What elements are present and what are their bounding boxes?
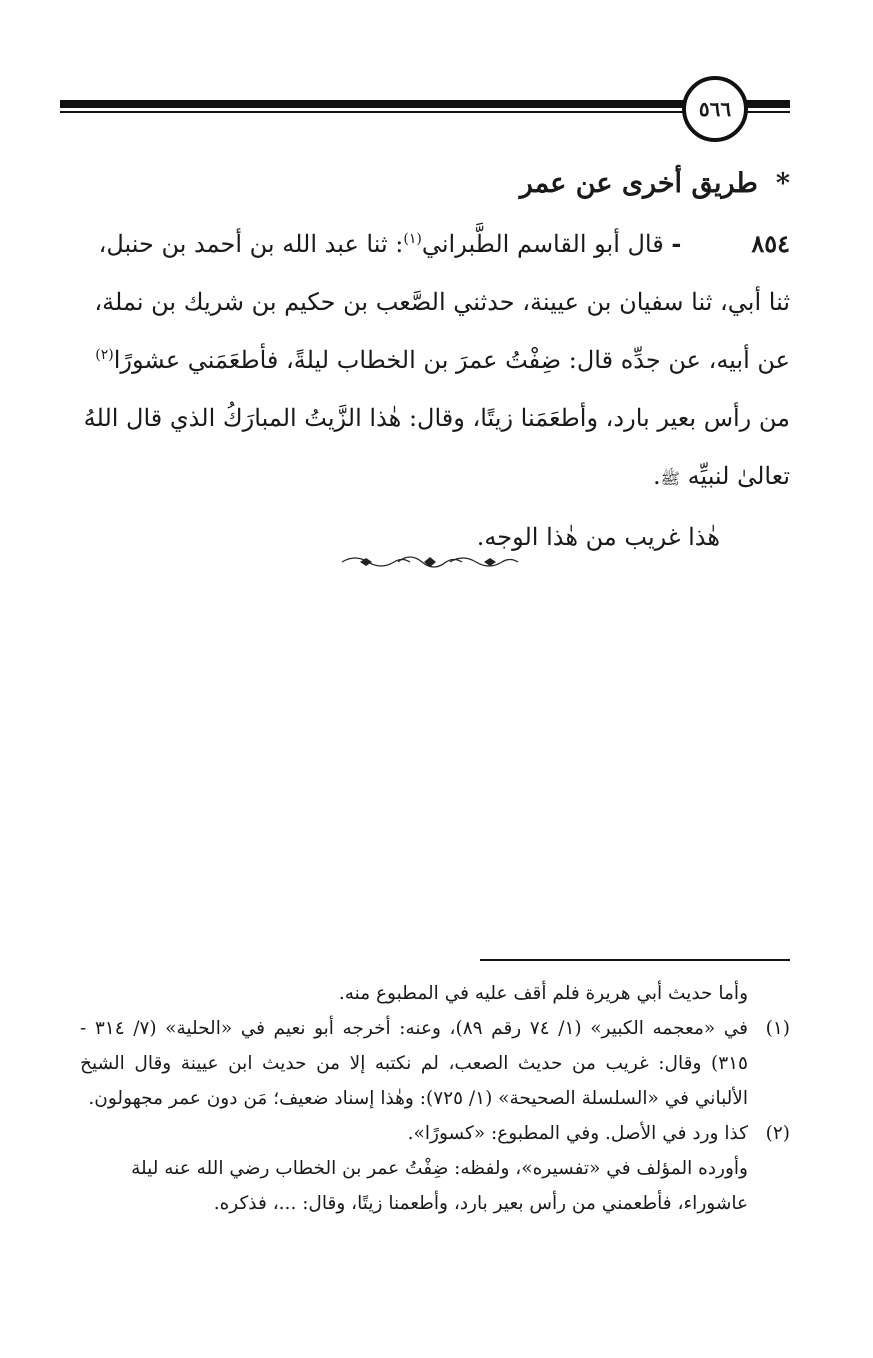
footnote-mark-1: (١) [765, 1018, 790, 1039]
page-number: ٥٦٦ [682, 76, 748, 142]
hadith-number: ٨٥٤- [671, 229, 790, 258]
hadith-line-3: عن أبيه، عن جدِّه قال: ضِفْتُ عمرَ بن الخطاب ليلةً، فأطعَمَني عشورًا$^{(٢)}$ [95, 346, 790, 374]
hadith-body [70, 215, 790, 566]
page-header [60, 74, 790, 144]
header-rule-thin [60, 111, 690, 113]
footnote-ref-2: (٢) [95, 347, 114, 363]
footnote-2-continuation: وأورده المؤلف في «تفسيره»، ولفظه: ضِفْتُ عمر بن الخطاب رضي الله عنه ليلة عاشوراء، فأطعمني من رأس بعير بارد، وأطعمنا زيتًا، وقال: ...، فذكره. [131, 1158, 748, 1214]
footnote-ref-1: (١) [403, 231, 422, 247]
hadith-line-4: من رأس بعير بارد، وأطعَمَنا زيتًا، وقال: هٰذا الزَّيتُ المبارَكُ الذي قال اللهُ [83, 404, 790, 432]
header-rule [60, 100, 690, 108]
hadith-remark: هٰذا غريب من هٰذا الوجه. [476, 523, 720, 551]
ornament-divider [340, 552, 520, 572]
footnote-separator [480, 959, 790, 961]
footnote-text-2: كذا ورد في الأصل. وفي المطبوع: «كسورًا». [407, 1123, 748, 1144]
footnote-mark-2: (٢) [765, 1123, 790, 1144]
footnote-1 [80, 1011, 790, 1116]
header-rule-right [745, 100, 790, 108]
hadith-line-5: تعالىٰ لنبيِّه ﷺ. [652, 462, 790, 490]
salutation-glyph: ﷺ [660, 469, 680, 488]
footnote-2 [80, 1116, 790, 1151]
footnotes [80, 976, 790, 1221]
hadith-line-2: ثنا أبي، ثنا سفيان بن عيينة، حدثني الصَّعب بن حكيم بن شريك بن نملة، [94, 288, 790, 316]
footnote-text-1: في «معجمه الكبير» (١/ ٧٤ رقم ٨٩)، وعنه: أخرجه أبو نعيم في «الحلية» (٧/ ٣١٤ - ٣١٥) وقال: غريب من حديث الصعب، لم نكتبه إلا من حديث ابن عيينة وقال الشيخ الألباني في «السلسلة الصحيحة» (١/ ٧٢٥): وهٰذا إسناد ضعيف؛ مَن دون عمر مجهولون. [80, 1018, 748, 1109]
heading-marker: * [775, 168, 790, 199]
footnote-continuation: وأما حديث أبي هريرة فلم أقف عليه في المطبوع منه. [338, 983, 748, 1004]
heading-text: طريق أخرى عن عمر [519, 168, 758, 199]
header-rule-right-thin [745, 111, 790, 113]
section-heading [70, 162, 790, 206]
hadith-line-1: ٨٥٤- قال أبو القاسم الطَّبراني$^{(١)}$: ثنا عبد الله بن أحمد بن حنبل، [98, 229, 790, 258]
